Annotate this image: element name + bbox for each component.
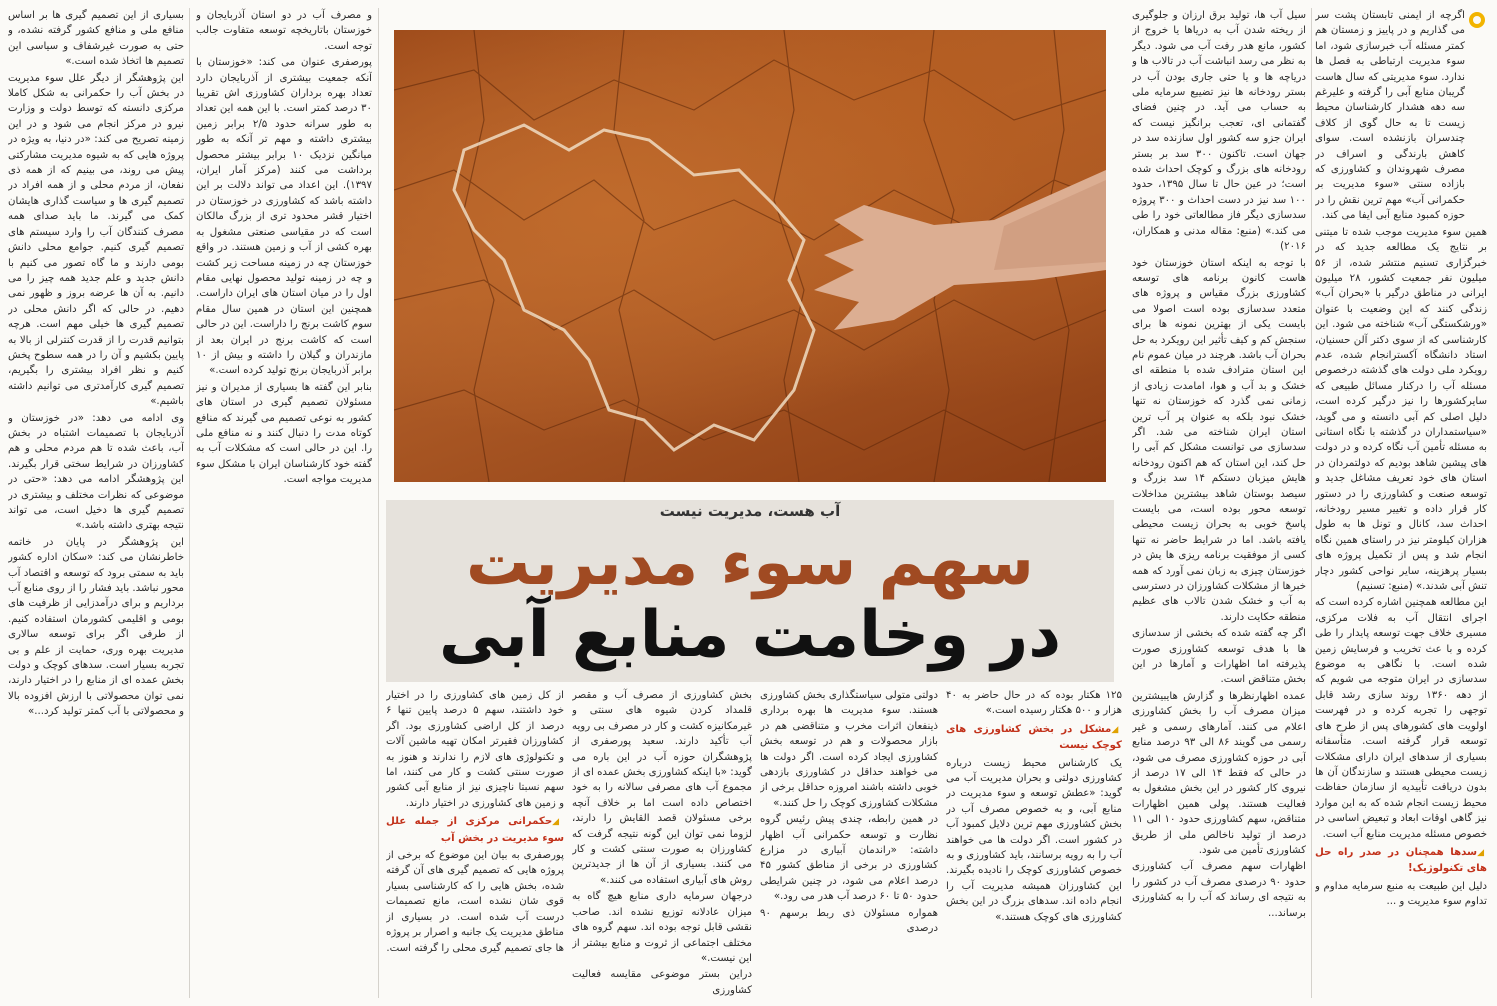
article-column-8 [8,8,184,1000]
headline-line-2: در وخامت منابع آبی [438,598,1062,672]
paragraph: عمده اظهارنظرها و گزارش هایبیشترین میزان مصرف آب را بخش کشاورزی اعلام می کنند. آمارهای رسمی و غیر رسمی می گویند ۸۶ الی ۹۳ درصد منابع آبی در حوزه کشاورزی مصرف می شود، در حالی که فقط ۱۴ الی ۱۷ درصد از نیروی کار کشور در این بخش مشغول به فعالیت هستند. پولی همین اظهارات متناقض، سهم کشاورزی حدود ۱۰ الی ۱۱ درصد از تولید ناخالص ملی از طریق کشاورزی تأمین می شود. [1132,690,1306,856]
column-divider [1311,8,1312,998]
paragraph: پورصفری عنوان می کند: «خوزستان با آنکه جمعیت بیشتری از آذربایجان دارد تعداد بهره برداران کشاورزی اش تقریبا ۳۰ درصد کمتر است. با این همه این تعداد به طور سرانه حدود ۲/۵ برابر زمین بیشتری داشته و مهم تر آنکه به طور میانگین نزدیک ۱۰ برابر بیشتر محصول برداشت می کنند (مرکز آمار ایران، ۱۳۹۷). این اعداد می تواند دلالت بر این داشته باشد که کشاورزی در خوزستان در اختیار قشر محدود تری از بزرگ مالکان است که در مقیاسی صنعتی مشغول به بهره کشی از آب و زمین هستند. در واقع خوزستان چه در زمینه مساحت زیر کشت و چه در زمینه تولید محصول نهایی مقام اول را در میان استان های ایران داراست. همچنین این استان در همین سال مقام سوم کاشت برنج را داراست. این در حالی است که کاشت برنج در ایران بعد از مازندران و گیلان را داشته و بیش از ۱۰ برابر آذربایجان برنج تولید کرده است.» [196,57,372,377]
kicker: آب هست، مدیریت نیست [659,502,841,520]
paragraph: اظهارات سهم مصرف آب کشاورزی حدود ۹۰ درصدی مصرف آب در کشور را به نتیجه ای رساند که آب را به کشاورزی برساند... [1132,861,1306,919]
paragraph: همواره مسئولان ذی ربط برسهم ۹۰ درصدی [760,907,938,935]
article-column-1 [1315,8,1487,1000]
paragraph: یک کارشناس محیط زیست درباره کشاورزی دولتی و بحران مدیریت آب می گوید: «عطش توسعه و سوء مدیریت در منابع آبی، و به خصوص مصرف آب در بخش کشاورزی مهم ترین دلایل کمبود آب در کشور است. اگر دولت ها می خواهند آب را به رویه برسانند، باید کشاورزی و به خصوص کشاورزی کوچک را نادیده بگیرند. این کشاورزان همیشه مدیریت آب را انجام داده اند. سدهای بزرگ در این بخش کشاورزی های کوچک هستند.» [946,757,1122,923]
article-column-4 [760,688,938,1000]
paragraph: اگرچه از ایمنی تابستان پشت سر می گذاریم و در پاییز و زمستان هم کمتر مسئله آب خبرسازی شود، اما سوء مدیریت ارتباطی به فصل ها ندارد. سوء مدیریتی که سال هاست گریبان منابع آبی را گرفته و علیرغم سه دهه هشدار کارشناسان محیط زیست تا به حال گوی از کلاف چندسران بازنشده است. سوای کاهش بارندگی و اسراف در مصرف شهروندان و کشاورزی که بازاده سنتی «سوء مدیریت بر حکمرانی آب» مهم ترین نقش را در حوزه کمبود منابع آبی ایفا می کند. [1315,10,1465,222]
paragraph: و مصرف آب در دو استان آذربایجان و خوزستان باتاریخچه توسعه متفاوت جالب توجه است. [196,10,372,52]
cracked-earth-photo [394,30,1106,482]
paragraph: در همین رابطه، چندی پیش رئیس گروه نظارت و توسعه حکمرانی آب اظهار داشته: «راندمان آبیاری در مزارع کشاورزی در برخی از مناطق کشور ۴۵ درصد اعلام می شود، در چنین شرایطی حدود ۵۰ تا ۶۰ درصد آب هدر می رود.» [760,814,938,903]
paragraph: دراین بستر موضوعی مقایسه فعالیت کشاورزی [572,969,752,996]
paragraph: سیل آب ها، تولید برق ارزان و جلوگیری از ریخته شدن آب به دریاها یا خروج از کشور، مانع هدر رفت آب می شود. دیگر به نظر می رسد انباشت آب در تالاب ها و دریاچه ها و یا حتی جاری بودن آب در بستر رودخانه ها نیز تضییع سرمایه ملی به حساب می آید. در چنین فضای گفتمانی ای، تعجب برانگیز نیست که ایران جزو سه کشور اول سازنده سد در جهان است. تاکنون ۳۰۰ سد بر بستر رودخانه های بزرگ و کوچک احداث شده است؛ در عین حال تا سال ۱۳۹۵، حدود ۱۰۰ سد نیز در دست احداث و ۳۰۰ پروژه سدسازی دیگر فاز مطالعاتی خود را طی می کند.» (منبع: مقاله مدنی و همکاران، ۲۰۱۶) [1132,10,1306,253]
paragraph: این پژوهشگر در پایان در خاتمه خاطرنشان می کند: «سکان اداره کشور باید به سمتی برود که توسعه و اقتصاد آب محور نباشد. باید فشار را از روی منابع آب برداریم و برای درآمدزایی از ظرفیت های بومی و اقلیمی کشورمان استفاده کنیم. از طرفی اگر برای توسعه سالاری مدیریت بهره وری، حمایت از علم و بی تجربه بسیار است. سدهای کوچک و دولت بخش عمده ای از منابع را در اختیار دارند، نمی توان محصولاتی با ارزش افزوده بالا و محصولاتی با آب کمتر تولید کرد...» [8,536,184,718]
paragraph: پورصفری به بیان این موضوع که برخی از پروژه هایی که تصمیم گیری های آن گرفته شده، بخش هایی را که کارشناسی بسیار قوی شان نشده است، مانع تصمیمات درست آب شده است. در بسیاری از مناطق مدیریت یک جانبه و اصرار بر پروژه ها جای تصمیم گیری محلی را گرفته است. [386,850,564,954]
column-divider [378,8,379,998]
article-column-5 [572,688,752,1000]
paragraph: با توجه به اینکه استان خوزستان خود هاست کانون برنامه های توسعه کشاورزی بزرگ مقیاس و پروژه های متعدد سدسازی بوده است اصولا می بایست یکی از بهترین نمونه ها برای سنجش کم و کیف تأثیر این رویکرد به حل بحران آب باشد. هرچند در میان عموم نام این استان مترادف شده با منطقه ای خشک و بد آب و هوا، امامدت زیادی از زمانی نمی گذرد که خوزستان نه تنها خشک نبود بلکه به عنوان پر آب ترین استان ایران شناخته می شد. اگر سدسازی می توانست مشکل کم آبی را حل کند، این استان که هم اکنون رودخانه هایش میزبان دستکم ۱۴ سد بزرگ و سیصد بوستان شاهد بیشترین مداخلات توسعه محور بوده است، می بایست پاسخ خوبی به بحران زیست محیطی یافته باشد. اما در شرایط حاضر نه تنها کسی از موفقیت برنامه ریزی ها یش در خوزستان چیزی به زبان نمی آورد که همه خبرها از مشکلات کشاورزان در دسترسی به آب و خشک شدن تالاب های عظیم منطقه حکایت دارند. [1132,257,1306,623]
paragraph: از کل زمین های کشاورزی را در اختیار خود داشتند، سهم ۵ درصد پایین تنها ۶ درصد از کل اراضی کشاورزی بود. اگر کشاورزان فقیرتر امکان تهیه ماشین آلات و تکنولوژی های لازم را ندارند و هنوز به صورت سنتی کشت و کار می کنند، اما سهم نسبتا ناچیزی نیز از منابع آبی کشور و زمین های کشاورزی در اختیار دارند. [386,690,564,809]
photo-illustration [394,30,1106,482]
subheading: ◢ حکمرانی مرکزی از جمله علل سوء مدیریت در بخش آب [386,814,564,846]
paragraph: ۱۲۵ هکتار بوده که در حال حاضر به ۴۰ هزار و ۵۰۰ هکتار رسیده است.» [946,690,1122,717]
paragraph: همین سوء مدیریت موجب شده تا میتنی بر نتایج یک مطالعه جدید که در خبرگزاری تسنیم منتشر شده، از ۵۶ میلیون نفر جمعیت کشور، ۲۸ میلیون ایرانی در مناطق درگیر با «بحران آب» زندگی کنند که این وضعیت با عنوان «ورشکستگی آب» شناخته می شود. این کارشناسی که از سوی دکتر آلن حسنیان، استاد دانشگاه آکسترانجام شده، عدم رویکرد ملی دولت های گذشته درخصوص مسئله آب را درکنار مسائل طبیعی که سایرکشورها را نیز درگیر کرده است، دلیل اصلی کم آبی دانسته و می گوید، «سیاستمداران در گذشته با نگاه استانی به مسئله تأمین آب نگاه کرده و در دولت های پیشین شاهد بودیم که دولتمردان در استان های خود تعریف مشاغل جدید و توسعه صنعت و کشاورزی را در دستور کار قرار داده و تغییر مسیر رودخانه، احداث سد، کانال و تونل ها به طول هزاران کیلومتر نیز در راستای همین نگاه انجام شد و پس از تکمیل پروژه های بسیار پرهزینه، سایر نواحی کشور دچار تنش آبی شدند.» (منبع: تسنیم) [1315,226,1487,593]
paragraph: درجهان سرمایه داری منابع هیچ گاه به میزان عادلانه توزیع نشده اند. صاحب نقشی قابل توجه بوده اند. سهم گروه های مختلف اجتماعی از ثروت و منابع بیشتر از این نیست.» [572,891,752,964]
paragraph: بخش کشاورزی از مصرف آب و مقصر قلمداد کردن شیوه های سنتی و غیرمکانیزه کشت و کار در مصرف بی رویه آب تأکید دارند. سعید پورصفری از پژوهشگران حوزه آب در این باره می گوید: «با اینکه کشاورزی بخش عمده ای از مجموع آب های مصرفی سالانه را به خود اختصاص داده است اما بر خلاف آنچه برخی مسئولان قصد القایش را دارند، لزوما نمی توان این گونه نتیجه گرفت که کشاورزان به صورت سنتی کشت و کار می کنند. بسیاری از آن ها از جدیدترین روش های آبیاری استفاده می کنند.» [572,690,752,886]
paragraph: دلیل این طبیعت به منبع سرمایه مداوم و تداوم سوء مدیریت و ... [1315,880,1487,908]
article-column-2 [1132,8,1306,1000]
article-column-7 [196,8,372,1000]
subheading: ◢ سدها همچنان در صدر راه حل های تکنولوژیک! [1315,845,1487,877]
subheading: ◢ مشکل در بخش کشاورزی های کوچک نیست [946,722,1122,754]
paragraph: این پژوهشگر از دیگر علل سوء مدیریت در بخش آب را حکمرانی به شکل کاملا مرکزی دانسته که توسط دولت و وزارت نیرو در مرکز انجام می شود و در این زمینه تصریح می کند: «در دنیا، به ویژه در پروژه هایی که به شیوه مدیریت مشارکتی پیش می روند، می بینیم که از همه ذی نفعان، از مردم محلی و از همه افراد در تصمیم گیری ها و سیاست گذاری هایشان کمک می گیرند. ما باید صدای همه مصرف کنندگان آب را وارد سیستم های تصمیم گیری کنیم. جوامع محلی دانش بومی دارند و ما گاه تصور می کنیم با دانش جدید و علم جدید همه چیز را می دانیم. به آن ها عرضه بروز و ظهور نمی دهیم. در حالی که اگر دانش محلی در تصمیم گیری ها خیلی مهم است. هرچه بتوانیم قدرت را از قدرت کنترلی از بالا به پایین بکشیم و آن را در همه سطوح پخش کنیم و نظر افراد بیشتری را بگیریم، تصمیم گیری کارآمدتری می توانیم داشته باشیم.» [8,72,184,408]
paragraph: اگر چه گفته شده که بخشی از سدسازی ها با هدف توسعه کشاورزی صورت پذیرفته اما اظهارات و آمارها در این بخش متناقض است. [1132,628,1306,686]
article-column-3 [946,688,1122,1000]
paragraph: این مطالعه همچنین اشاره کرده است که اجرای انتقال آب به فلات مرکزی، مسیری خلاف جهت توسعه پایدار را طی کرده و با عث تخریب و فرسایش زمین شده است. با نگاهی به موضوع سدسازی در ایران متوجه می شویم که از دهه ۱۳۶۰ روند سازی رشد قابل توجهی را تجربه کرده و در فهرست اولویت های کشورهای پس از طرح های توسعه قرار گرفته است. متأسفانه بسیاری از سدهای ایران دارای مشکلات زیست محیطی هستند و سازندگان آن ها بدون دریافت تأییدیه از سازمان حفاظت محیط زیست انجام شده که به این موارد نیز گاهی اوقات ابعاد و تبعیض اساسی در خصوص مسئله مدیریت منابع آب است. [1315,597,1487,840]
headline-box [386,500,1114,682]
paragraph: وی ادامه می دهد: «در خوزستان و آذربایجان با تصمیمات اشتباه در بخش آب، باعث شده تا هم مردم محلی و هم کشاورزان در شرایط سختی قرار بگیرند. این پژوهشگر ادامه می دهد: «حتی در موضوعی که نظرات مختلف و بیشتری در تصمیم گیری ها دخیل است، می تواند نتیجه بهتری داشته باشد.» [8,412,184,532]
paragraph: بنابر این گفته ها بسیاری از مدیران و نیز مسئولان تصمیم گیری در استان های کشور به نوعی تصمیم می گیرند که منافع کوتاه مدت را دنبال کنند و نه منافع ملی را. این در حالی است که مشکلات آب به گفته خود کارشناسان ایران با مشکل سوء مدیریت مواجه است. [196,381,372,486]
headline-line-1: سهم سوء مدیریت [466,526,1034,600]
paragraph: بسیاری از این تصمیم گیری ها بر اساس منافع ملی و منافع کشور گرفته نشده، و حتی به صورت غیرشفاف و سیاسی این تصمیم ها اتخاذ شده است.» [8,10,184,68]
column-divider [189,8,190,998]
article-column-6 [386,688,564,1000]
paragraph: دولتی متولی سیاستگذاری بخش کشاورزی هستند. سوء مدیریت ها بهره برداری ذینفعان اثرات مخرب و متناقضی هم در بازار محصولات و هم در توسعه بخش کشاورزی ایجاد کرده است. اگر دولت ها می خواهند حداقل در کشاورزی بازدهی خوبی داشته باشند امروزه حداقل برخی از مشکلات کشاورزی کوچک را حل کنند.» [760,690,938,809]
